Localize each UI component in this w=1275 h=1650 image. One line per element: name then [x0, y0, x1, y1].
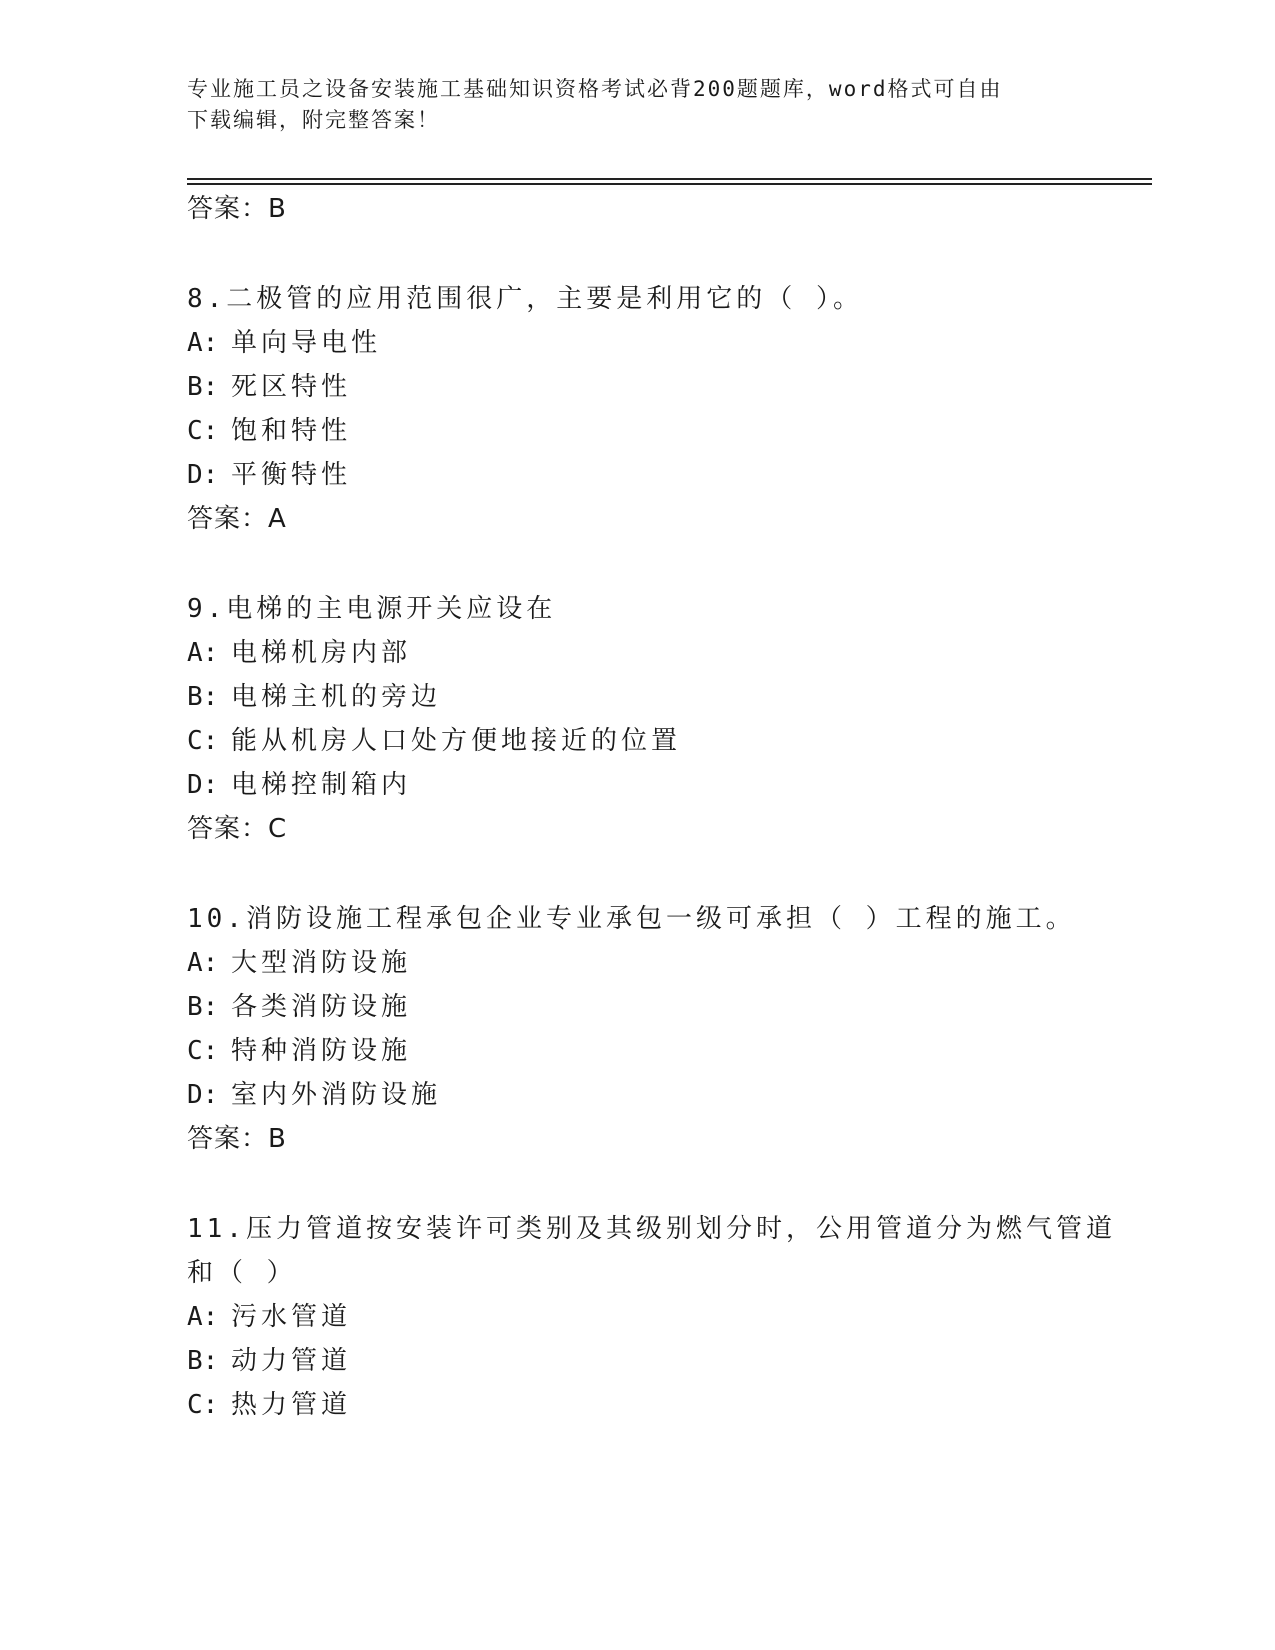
header-divider-bottom: [187, 183, 1152, 185]
option-letter: C:: [187, 726, 219, 756]
header-line-1: 专业施工员之设备安装施工基础知识资格考试必背200题题库，word格式可自由: [187, 77, 1003, 101]
question-11-stem-line-2: 和（ ）: [187, 1258, 297, 1288]
option-letter: A:: [187, 1302, 219, 1332]
question-10-option-a: [187, 946, 411, 980]
option-letter: A:: [187, 638, 219, 668]
document-header: [187, 74, 1067, 136]
option-letter: C:: [187, 416, 219, 446]
option-text: 大型消防设施: [231, 948, 412, 978]
option-text: 能从机房人口处方便地接近的位置: [231, 726, 682, 756]
option-text: 平衡特性: [231, 460, 352, 490]
option-text: 死区特性: [231, 372, 352, 402]
option-text: 各类消防设施: [231, 992, 412, 1022]
option-letter: C:: [187, 1390, 219, 1420]
option-text: 动力管道: [231, 1346, 352, 1376]
option-letter: B:: [187, 682, 219, 712]
option-text: 单向导电性: [231, 328, 382, 358]
option-letter: A:: [187, 328, 219, 358]
header-line-2: 下载编辑，附完整答案！: [187, 108, 440, 132]
question-10-option-d: [187, 1078, 441, 1112]
option-letter: B:: [187, 372, 219, 402]
option-text: 室内外消防设施: [231, 1080, 442, 1110]
answer-q9: 答案：C: [187, 814, 288, 844]
answer-q8: 答案：A: [187, 504, 287, 534]
header-divider-top: [187, 178, 1152, 180]
option-text: 电梯机房内部: [231, 638, 412, 668]
option-text: 电梯主机的旁边: [231, 682, 442, 712]
question-8-option-c: [187, 414, 351, 448]
question-10-option-b: [187, 990, 411, 1024]
option-text: 特种消防设施: [231, 1036, 412, 1066]
question-8-option-a: [187, 326, 381, 360]
option-letter: C:: [187, 1036, 219, 1066]
question-11-stem-line-1: 11.压力管道按安装许可类别及其级别划分时，公用管道分为燃气管道: [187, 1214, 1116, 1244]
question-9-option-b: [187, 680, 441, 714]
question-8-option-d: [187, 458, 351, 492]
option-text: 热力管道: [231, 1390, 352, 1420]
question-11-option-b: [187, 1344, 351, 1378]
answer-q7: 答案：B: [187, 194, 287, 224]
question-8-stem: 8.二极管的应用范围很广，主要是利用它的（ ）。: [187, 284, 863, 314]
option-letter: D:: [187, 1080, 219, 1110]
option-text: 饱和特性: [231, 416, 352, 446]
option-letter: A:: [187, 948, 219, 978]
option-letter: B:: [187, 992, 219, 1022]
question-11-option-a: [187, 1300, 351, 1334]
question-9-option-a: [187, 636, 411, 670]
option-text: 电梯控制箱内: [231, 770, 412, 800]
question-10-option-c: [187, 1034, 411, 1068]
question-11-option-c: [187, 1388, 351, 1422]
question-8-option-b: [187, 370, 351, 404]
question-9-option-c: [187, 724, 681, 758]
option-letter: D:: [187, 770, 219, 800]
question-9-option-d: [187, 768, 411, 802]
option-letter: B:: [187, 1346, 219, 1376]
option-text: 污水管道: [231, 1302, 352, 1332]
question-9-stem: 9.电梯的主电源开关应设在: [187, 594, 557, 624]
question-10-stem: 10.消防设施工程承包企业专业承包一级可承担（ ）工程的施工。: [187, 904, 1076, 934]
option-letter: D:: [187, 460, 219, 490]
answer-q10: 答案：B: [187, 1124, 287, 1154]
